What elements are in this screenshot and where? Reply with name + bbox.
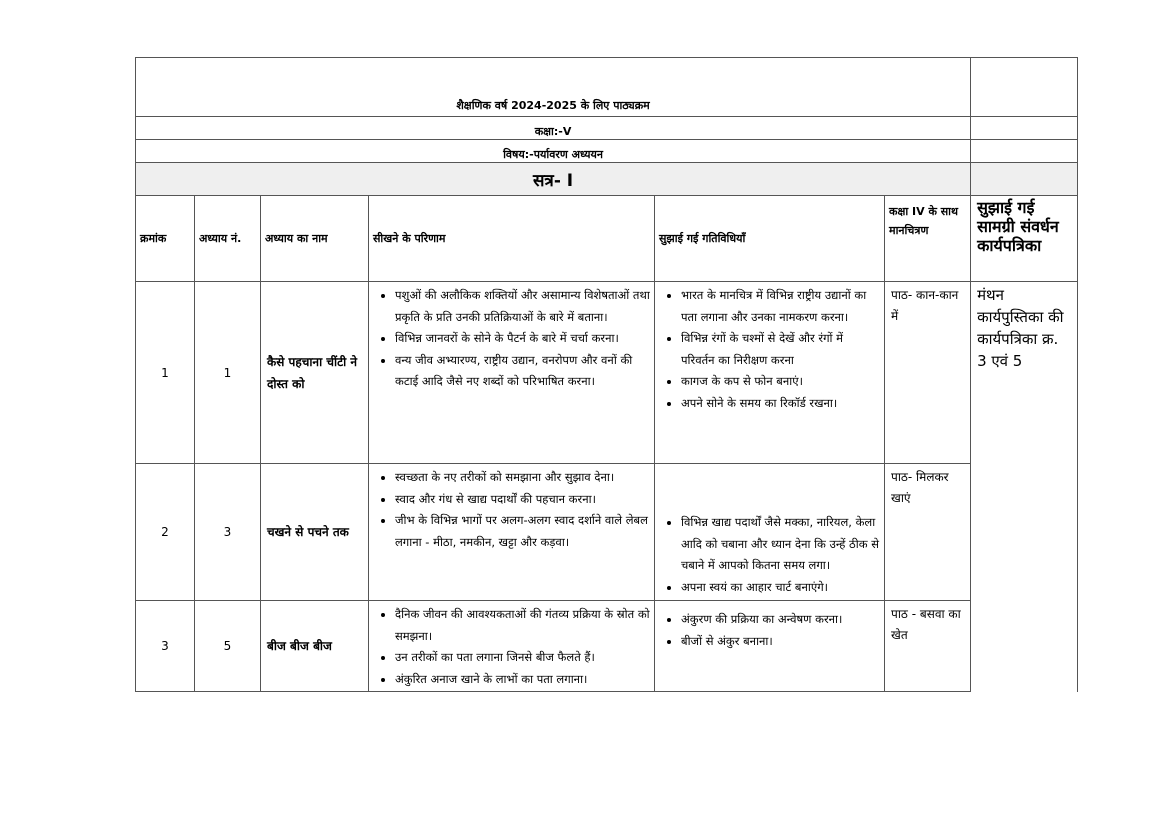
material-note: मंथन कार्यपुस्तिका की कार्यपत्रिका क्र. 3 एवं 5 [971,282,1078,692]
row-chapter-name: कैसे पहचाना चींटी ने दोस्त को [261,282,369,464]
outcomes-list [369,282,654,393]
row-chapter-name: बीज बीज बीज [261,601,369,692]
table-row [136,464,1078,601]
list-item: • वन्य जीव अभ्यारण्य, राष्ट्रीय उद्यान, वनरोपण और वनों की कटाई आदि जैसे नए शब्दों को परिभाषित करना। [395,350,650,393]
row-chapter-name: चखने से पचने तक [261,464,369,601]
activities-list [655,282,884,414]
col-header-material: सुझाई गई सामग्री संवर्धन कार्यपत्रिका [971,196,1078,282]
list-item: • उन तरीकों का पता लगाना जिनसे बीज फैलते हैं। [395,647,650,669]
row-chapter-no: 5 [195,601,261,692]
list-item: • स्वच्छता के नए तरीकों को समझाना और सुझाव देना। [395,467,650,489]
col-header-chapter-no: अध्याय नं. [195,196,261,282]
subject-label: विषय:-पर्यावरण अध्ययन [136,140,971,163]
table-row [136,601,1078,692]
row-serial: 2 [136,464,195,601]
list-item: • भारत के मानचित्र में विभिन्न राष्ट्रीय उद्यानों का पता लगाना और उनका नामकरण करना। [681,285,880,328]
list-item: • अंकुरण की प्रक्रिया का अन्वेषण करना। [681,609,880,631]
col-header-chapter-name: अध्याय का नाम [261,196,369,282]
list-item: • अपने सोने के समय का रिकॉर्ड रखना। [681,393,880,415]
class-label: कक्षा:-V [136,117,971,140]
outcomes-list [369,601,654,690]
row-mapping: पाठ- मिलकर खाएं [885,464,971,601]
row-chapter-no: 1 [195,282,261,464]
col-header-mapping: कक्षा IV के साथ मानचित्रण [885,196,971,282]
list-item: • पशुओं की अलौकिक शक्तियों और असामान्य विशेषताओं तथा प्रकृति के प्रति उनकी प्रतिक्रियाओं के बारे में बताना। [395,285,650,328]
table-row [136,282,1078,464]
document-title: शैक्षणिक वर्ष 2024-2025 के लिए पाठ्यक्रम [136,58,971,117]
list-item: • कागज के कप से फोन बनाएं। [681,371,880,393]
list-item: • जीभ के विभिन्न भागों पर अलग-अलग स्वाद दर्शाने वाले लेबल लगाना - मीठा, नमकीन, खट्टा और कड़वा। [395,510,650,553]
list-item: • विभिन्न जानवरों के सोने के पैटर्न के बारे में चर्चा करना। [395,328,650,350]
list-item: • विभिन्न खाद्य पदार्थों जैसे मक्का, नारियल, केला आदि को चबाना और ध्यान देना कि उन्हें ठीक से चबाने में आपको कितना समय लगा। [681,512,880,577]
activities-list [655,509,884,600]
term-label: सत्र- I [136,163,971,196]
list-item: • विभिन्न रंगों के चश्मों से देखें और रंगों में परिवर्तन का निरीक्षण करना [681,328,880,371]
row-mapping: पाठ - बसवा का खेत [885,601,971,692]
activities-list [655,601,884,652]
row-mapping: पाठ- कान-कान में [885,282,971,464]
row-serial: 3 [136,601,195,692]
list-item: • अंकुरित अनाज खाने के लाभों का पता लगाना। [395,669,650,691]
list-item: • स्वाद और गंध से खाद्य पदार्थों की पहचान करना। [395,489,650,511]
list-item: • दैनिक जीवन की आवश्यकताओं की गंतव्य प्रक्रिया के स्रोत को समझना। [395,604,650,647]
col-header-activities: सुझाई गई गतिविधियाँ [655,196,885,282]
list-item: • अपना स्वयं का आहार चार्ट बनाएंगे। [681,577,880,599]
row-chapter-no: 3 [195,464,261,601]
col-header-outcomes: सीखने के परिणाम [369,196,655,282]
list-item: • बीजों से अंकुर बनाना। [681,631,880,653]
outcomes-list [369,464,654,553]
col-header-serial: क्रमांक [136,196,195,282]
row-serial: 1 [136,282,195,464]
syllabus-table [135,57,1078,692]
